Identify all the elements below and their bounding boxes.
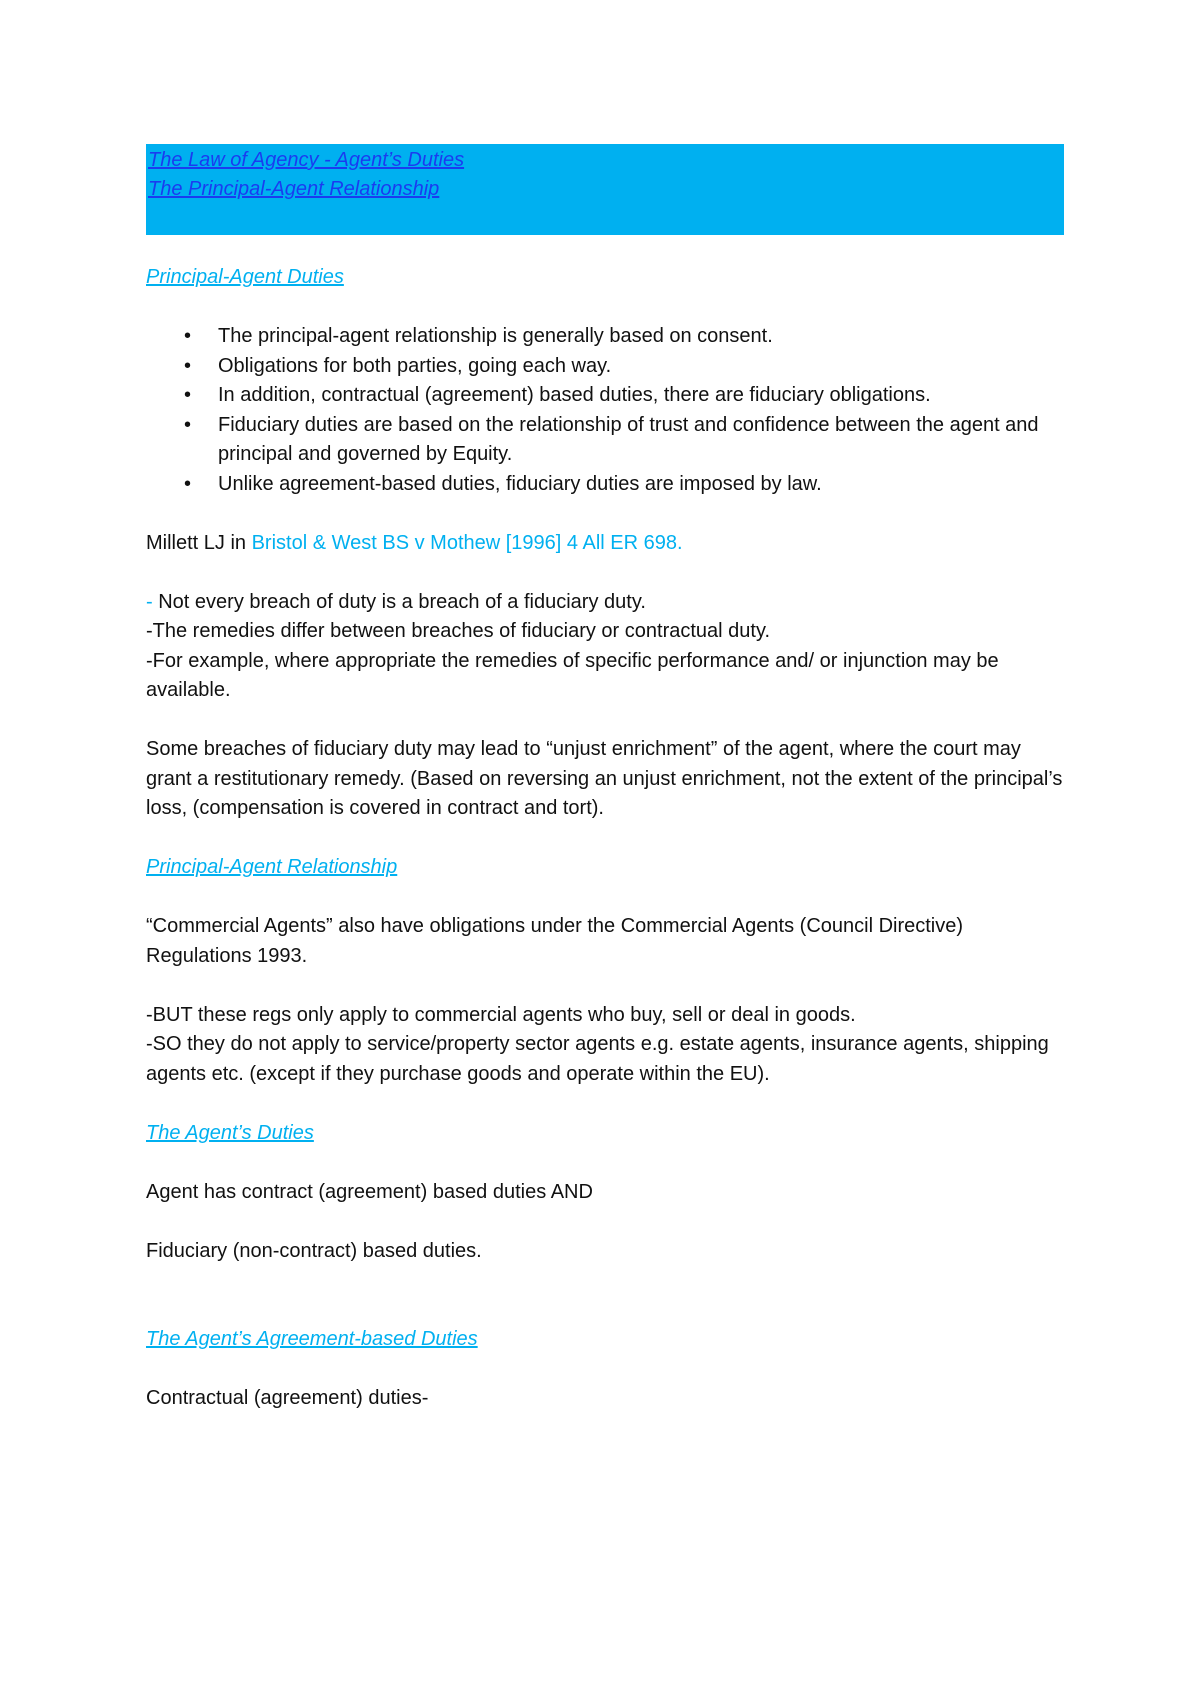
unjust-enrichment-paragraph: Some breaches of fiduciary duty may lead to “unjust enrichment” of the agent, where the court may grant a restitutionary remedy. (Based on reversing an unjust enrichment, not the extent of the principal’s loss, (compensation is covered in contract and tort). (146, 738, 1063, 819)
spacer (146, 293, 1064, 323)
spacer (146, 1266, 1064, 1325)
dash-line-3: -For example, where appropriate the remedies of specific performance and/ or injunction may be available. (146, 649, 999, 701)
dash-marker: - (146, 590, 153, 613)
spacer (146, 1355, 1064, 1385)
bullet-item: • The principal-agent relationship is generally based on consent. (146, 322, 1064, 352)
spacer (146, 706, 1064, 736)
heading-agents-duties: The Agent’s Duties (146, 1121, 314, 1144)
heading-principal-agent-relationship: Principal-Agent Relationship (146, 856, 398, 878)
spacer (146, 883, 1064, 913)
regs-line-2: -SO they do not apply to service/property sector agents e.g. estate agents, insurance agents, shipping agents etc. (except if they purchase goods and operate within the EU). (146, 1033, 1049, 1085)
spacer (146, 971, 1064, 1001)
dash-line-2: -The remedies differ between breaches of fiduciary or contractual duty. (146, 620, 771, 642)
bullet-item: • Unlike agreement-based duties, fiduciary duties are imposed by law. (146, 470, 1064, 500)
case-prefix: Millett LJ in (146, 531, 252, 554)
regs-line-1: -BUT these regs only apply to commercial agents who buy, sell or deal in goods. (146, 1003, 856, 1026)
bullet-item: • Fiduciary duties are based on the relationship of trust and confidence between the agent and principal and governed by Equity. (146, 411, 1064, 470)
dash-line-1-text: Not every breach of duty is a breach of a fiduciary duty. (152, 590, 646, 613)
bullet-item: • In addition, contractual (agreement) based duties, there are fiduciary obligations. (146, 381, 1064, 411)
agent-duties-line-2: Fiduciary (non-contract) based duties. (146, 1239, 482, 1262)
agent-duties-line-1: Agent has contract (agreement) based duties AND (146, 1180, 593, 1203)
commercial-agents-paragraph: “Commercial Agents” also have obligations under the Commercial Agents (Council Directive) Regulations 1993. (146, 915, 964, 967)
document-subtitle: The Principal-Agent Relationship (148, 178, 440, 200)
dash-line-1 (146, 588, 1064, 618)
spacer (146, 824, 1064, 854)
spacer (146, 558, 1064, 588)
spacer (146, 499, 1064, 529)
heading-principal-agent-duties: Principal-Agent Duties (146, 266, 344, 288)
heading-agreement-based-duties: The Agent’s Agreement-based Duties (146, 1328, 478, 1350)
case-citation (146, 529, 1064, 559)
spacer (146, 1207, 1064, 1237)
duties-bullet-list (146, 322, 1064, 499)
document-title: The Law of Agency - Agent’s Duties (148, 149, 465, 171)
case-name: Bristol & West BS v Mothew [1996] 4 All ER 698. (251, 531, 683, 554)
spacer (146, 1148, 1064, 1178)
document-page (146, 144, 1064, 1414)
bullet-item: • Obligations for both parties, going each way. (146, 352, 1064, 382)
title-banner (146, 144, 1064, 235)
spacer (146, 1089, 1064, 1119)
contractual-duties-line: Contractual (agreement) duties- (146, 1387, 429, 1409)
